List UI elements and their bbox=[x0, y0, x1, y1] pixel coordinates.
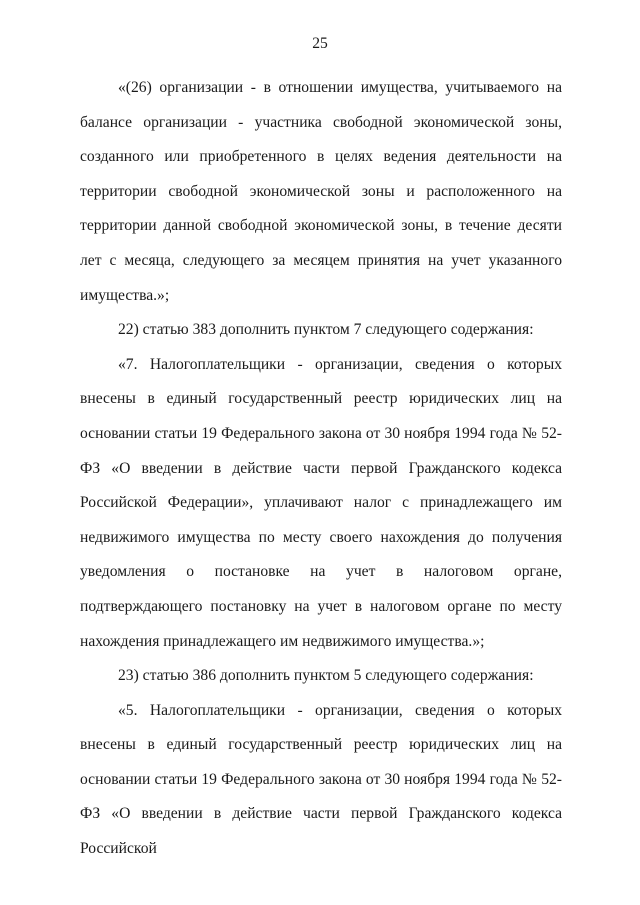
document-body bbox=[80, 71, 562, 867]
paragraph-article-386-point-5: «5. Налогоплательщики - организации, сведения о которых внесены в единый государственный реестр юридических лиц на основании статьи 19 Федерального закона от 30 ноября 1994 года № 52-ФЗ «О введении в действие части первой Гражданского кодекса Российской bbox=[80, 701, 562, 858]
paragraph-amendment-article-383: 22) статью 383 дополнить пунктом 7 следующего содержания: bbox=[118, 321, 534, 339]
paragraph-amendment-article-386: 23) статью 386 дополнить пунктом 5 следующего содержания: bbox=[118, 667, 534, 685]
page-number: 25 bbox=[312, 35, 328, 52]
paragraph-article-26-item: «(26) организации - в отношении имущества, учитываемого на балансе организации - участника свободной экономической зоны, созданного или приобретенного в целях ведения деятельности на территории свободной экономической зоны и расположенного на территории данной свободной экономической зоны, в течение десяти лет с месяца, следующего за месяцем принятия на учет указанного имущества.»; bbox=[80, 79, 562, 304]
paragraph-article-383-point-7: «7. Налогоплательщики - организации, сведения о которых внесены в единый государственный реестр юридических лиц на основании статьи 19 Федерального закона от 30 ноября 1994 года № 52-ФЗ «О введении в действие части первой Гражданского кодекса Российской Федерации», уплачивают налог с принадлежащего им недвижимого имущества по месту своего нахождения до получения уведомления о постановке на учет в налоговом органе, подтверждающего постановку на учет в налоговом органе по месту нахождения принадлежащего им недвижимого имущества.»; bbox=[80, 355, 562, 650]
